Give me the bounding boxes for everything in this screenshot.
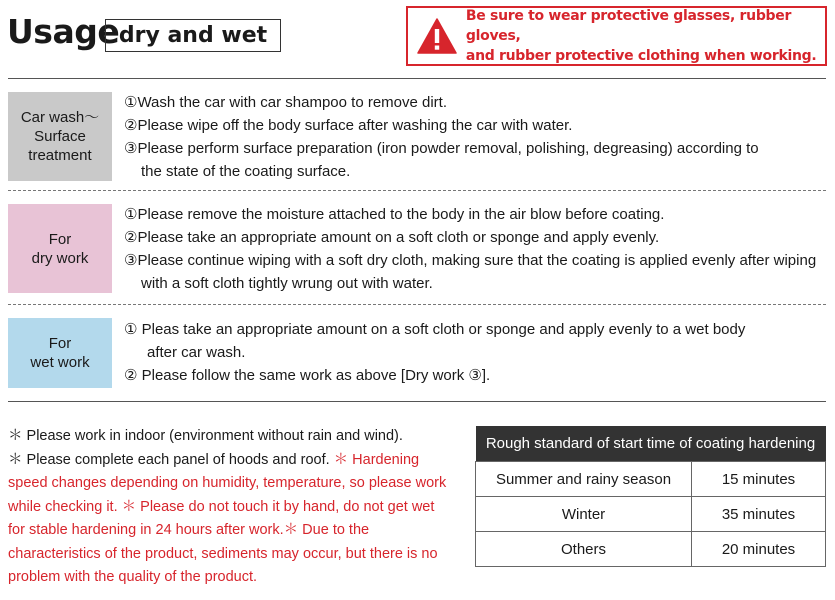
section-label-line: Surface — [34, 128, 86, 145]
subtitle-box: dry and wet — [105, 19, 281, 52]
time-cell: 35 minutes — [692, 497, 826, 532]
time-cell: 20 minutes — [692, 532, 826, 567]
step-item: ②Please take an appropriate amount on a soft cloth or sponge and apply evenly. — [124, 229, 660, 246]
section-steps-wet-work — [124, 318, 745, 387]
table-row — [476, 532, 826, 567]
section-label-line: wet work — [30, 354, 90, 371]
section-label-dry-work — [8, 204, 112, 293]
section-label-line: dry work — [31, 249, 89, 267]
section-steps-car-wash — [124, 91, 759, 183]
step-item: ②Please wipe off the body surface after washing the car with water. — [124, 117, 573, 134]
section-label-car-wash — [8, 92, 112, 181]
step-item: ① Pleas take an appropriate amount on a soft cloth or sponge and apply evenly to a wet body — [124, 321, 746, 338]
section-label-line: For — [48, 335, 72, 352]
step-item: ①Please remove the moisture attached to the body in the air blow before coating. — [124, 206, 665, 223]
condition-cell: Others — [476, 532, 692, 567]
step-item-continued: with a soft cloth tightly wrung out with water. — [141, 275, 433, 292]
section-label-wet-work — [8, 318, 112, 388]
warning-text — [466, 6, 825, 66]
note-caution: ＊ Hardening speed changes depending on humidity, temperature, so please work while checking it. ＊ Please do not touch it by hand, do not get wet for stable hardening in 24 hours after work.＊ Due to the characteristics of the product, sediments may occur, but there is no problem with the quality of the product. — [8, 451, 447, 585]
section-divider — [8, 190, 826, 191]
warning-line-2: and rubber protective clothing when working. — [465, 48, 817, 64]
section-label-line: For — [48, 230, 72, 248]
notes-block — [8, 425, 448, 590]
table-header: Rough standard of start time of coating hardening — [476, 426, 826, 462]
section-label-line: Car wash～ — [20, 109, 100, 126]
section-steps-dry-work — [124, 203, 816, 295]
section-label-line: treatment — [28, 147, 92, 164]
step-item: ①Wash the car with car shampoo to remove dirt. — [124, 94, 448, 111]
warning-line-1: Be sure to wear protective glasses, rubber gloves, — [465, 8, 792, 44]
step-item: ③Please perform surface preparation (iron powder removal, polishing, degreasing) according to — [124, 140, 759, 157]
step-item: ③Please continue wiping with a soft dry cloth, making sure that the coating is applied evenly after wiping — [124, 252, 817, 269]
condition-cell: Winter — [476, 497, 692, 532]
page-title: Usage — [7, 12, 120, 51]
note-panels: ＊ Please complete each panel of hoods and roof. — [8, 451, 334, 468]
table-row — [476, 462, 826, 497]
section-divider — [8, 304, 826, 305]
warning-box — [406, 6, 827, 66]
time-cell: 15 minutes — [692, 462, 826, 497]
step-item: ② Please follow the same work as above [Dry work ③]. — [124, 367, 491, 384]
note-indoor: ＊ Please work in indoor (environment without rain and wind). — [8, 428, 403, 444]
condition-cell: Summer and rainy season — [476, 462, 692, 497]
section-bottom-divider — [8, 401, 826, 402]
table-row — [476, 497, 826, 532]
step-item-continued: the state of the coating surface. — [141, 163, 351, 180]
step-item-continued: after car wash. — [147, 344, 246, 361]
warning-triangle-icon — [408, 8, 466, 64]
header-divider — [8, 78, 826, 79]
hardening-time-table — [475, 426, 826, 567]
